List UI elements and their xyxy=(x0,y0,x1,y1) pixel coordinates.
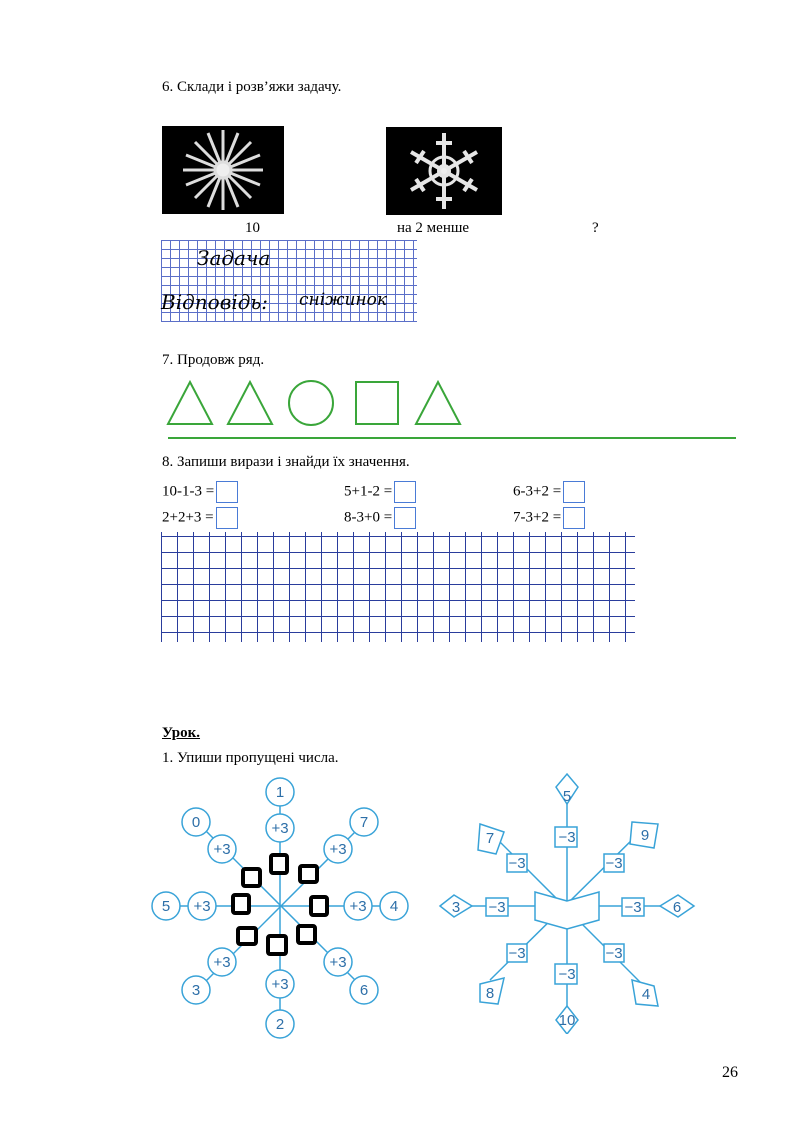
handwriting-task-word: Задача xyxy=(197,246,271,270)
snowflake-image-2 xyxy=(386,127,502,215)
expression-6: 7-3+2 = xyxy=(513,507,585,529)
shape-sequence xyxy=(160,376,740,446)
expression-4: 2+2+3 = xyxy=(162,507,238,529)
left-bottomleft-number: 3 xyxy=(191,982,201,999)
lesson-heading: Урок. xyxy=(162,725,201,741)
task8-title: 8. Запиши вирази і знайди їх значення. xyxy=(162,454,410,470)
svg-text:−3: −3 xyxy=(624,899,642,916)
handwriting-grid xyxy=(161,240,417,322)
expression-1: 10-1-3 = xyxy=(162,481,238,503)
left-topleft-number: 0 xyxy=(191,814,201,831)
right-bottomright-number: 4 xyxy=(641,986,651,1003)
right-left-number: 3 xyxy=(451,899,461,916)
svg-text:−3: −3 xyxy=(558,829,576,846)
snowflake-count-label: 10 xyxy=(245,220,260,236)
right-topleft-number: 7 xyxy=(485,830,495,847)
page-number: 26 xyxy=(722,1064,738,1081)
square-shape xyxy=(356,382,398,424)
left-top-number: 1 xyxy=(275,784,285,801)
svg-text:+3: +3 xyxy=(329,954,347,971)
right-top-number: 5 xyxy=(562,788,572,805)
snowflake-less-label: на 2 менше xyxy=(397,220,470,236)
right-right-number: 6 xyxy=(672,899,682,916)
svg-text:−3: −3 xyxy=(605,855,623,872)
svg-text:+3: +3 xyxy=(213,841,231,858)
left-right-number: 4 xyxy=(389,898,399,915)
answer-grid xyxy=(161,532,635,642)
left-bottomright-number: 6 xyxy=(359,982,369,999)
task6-title: 6. Склади і розв’яжи задачу. xyxy=(162,79,342,95)
svg-text:+3: +3 xyxy=(271,820,289,837)
right-bottomleft-number: 8 xyxy=(485,985,495,1002)
lesson-task1-title: 1. Упиши пропущені числа. xyxy=(162,750,339,766)
left-bottom-number: 2 xyxy=(275,1016,285,1033)
left-topright-number: 7 xyxy=(359,814,369,831)
triangle-shape xyxy=(228,382,272,424)
left-snowflake-diagram xyxy=(140,772,420,1042)
triangle-shape xyxy=(416,382,460,424)
svg-text:+3: +3 xyxy=(271,976,289,993)
right-bottom-number: 10 xyxy=(558,1012,576,1029)
svg-text:−3: −3 xyxy=(558,966,576,983)
snowflake-image-1 xyxy=(162,126,284,214)
expression-2: 5+1-2 = xyxy=(344,481,416,503)
svg-text:−3: −3 xyxy=(488,899,506,916)
right-snowflake-diagram xyxy=(432,772,702,1034)
svg-text:+3: +3 xyxy=(329,841,347,858)
svg-text:−3: −3 xyxy=(508,855,526,872)
question-mark: ? xyxy=(592,220,599,236)
svg-text:−3: −3 xyxy=(605,945,623,962)
svg-text:−3: −3 xyxy=(508,945,526,962)
circle-shape xyxy=(289,381,333,425)
left-left-number: 5 xyxy=(161,898,171,915)
handwriting-answer-unit: сніжинок xyxy=(299,290,388,310)
handwriting-answer-prefix: Відповідь: xyxy=(161,290,269,314)
triangle-shape xyxy=(168,382,212,424)
right-topright-number: 9 xyxy=(640,827,650,844)
svg-text:+3: +3 xyxy=(349,898,367,915)
expression-5: 8-3+0 = xyxy=(344,507,416,529)
svg-text:+3: +3 xyxy=(213,954,231,971)
expression-3: 6-3+2 = xyxy=(513,481,585,503)
svg-text:+3: +3 xyxy=(193,898,211,915)
task7-title: 7. Продовж ряд. xyxy=(162,352,265,368)
